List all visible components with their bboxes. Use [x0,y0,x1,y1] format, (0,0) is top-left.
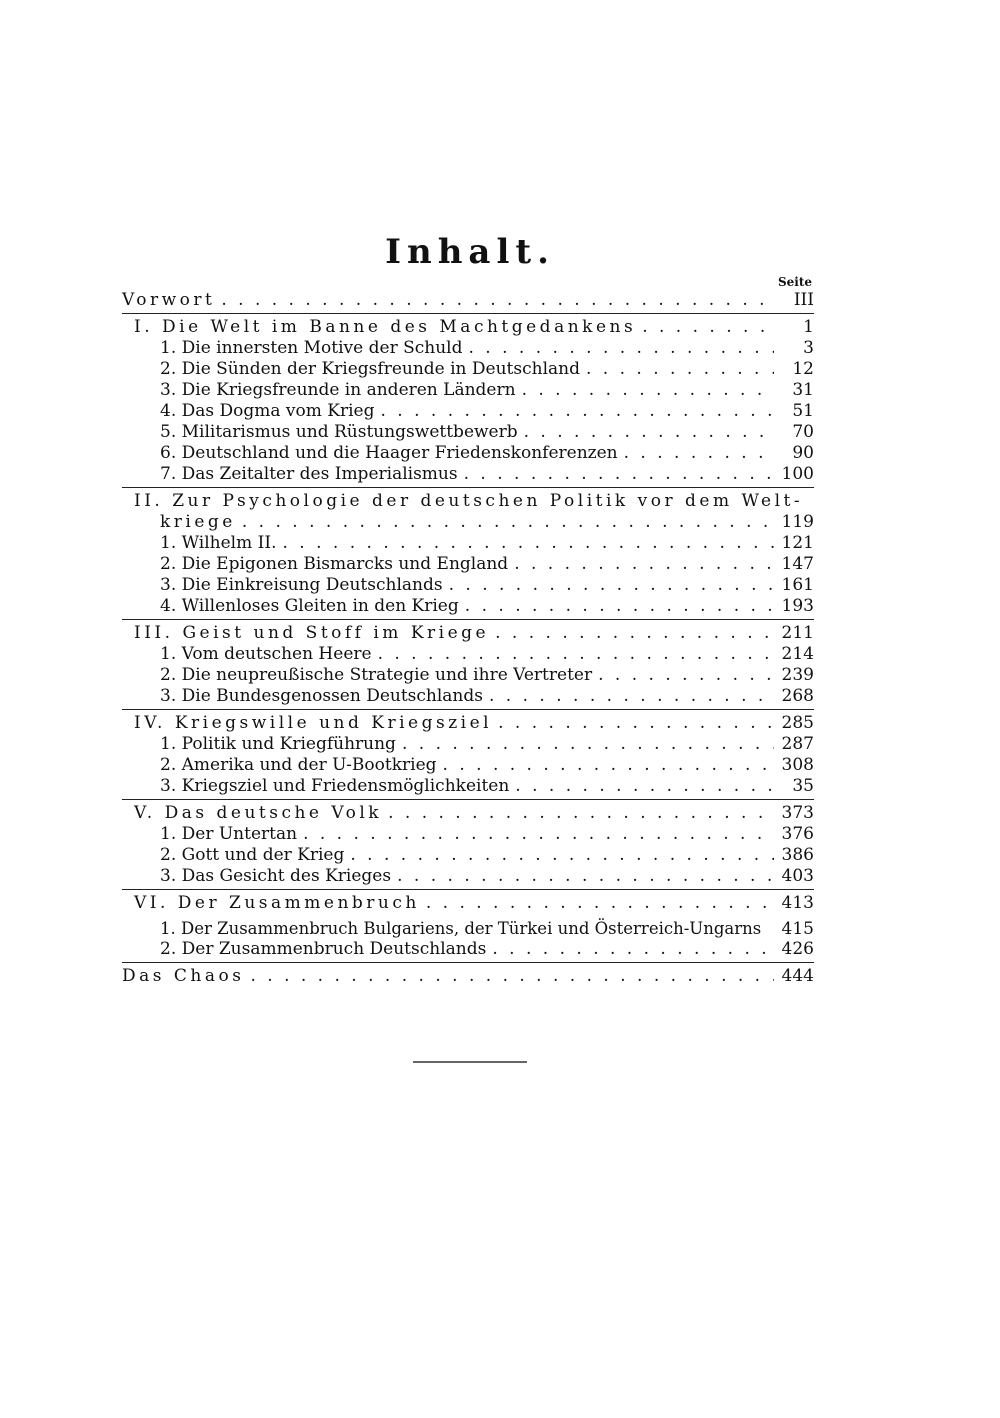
leader-dots [492,939,774,960]
toc-entry-title: 2. Gott und der Krieg [160,845,345,865]
toc-entry-title: 2. Amerika und der U-Bootkrieg [160,755,437,775]
leader-dots [515,776,774,797]
leader-dots [598,665,774,686]
page-title: Inhalt. [385,232,555,272]
toc-entry[interactable] [122,359,814,380]
toc-entry-title: Das Chaos [122,966,245,986]
leader-dots [624,443,774,464]
toc-entry-page-number: 413 [781,893,814,913]
toc-entry[interactable] [122,575,814,596]
toc-entry-title: 3. Die Einkreisung Deutschlands [160,575,443,595]
toc-entry[interactable] [122,317,814,338]
toc-entry-title: IV. Kriegswille und Kriegsziel [134,713,493,733]
toc-entry-title: 3. Die Bundesgenossen Deutschlands [160,686,483,706]
leader-dots [642,317,774,338]
toc-entry[interactable] [122,803,814,824]
toc-entry[interactable] [122,713,814,734]
toc-entry-page-number: 100 [781,464,814,484]
section-separator [122,487,814,488]
toc-entry-page-number: 214 [781,644,814,664]
leader-dots [524,422,774,443]
toc-entry[interactable] [122,290,814,311]
toc-entry-page-number: 444 [781,966,814,986]
toc-entry[interactable] [122,734,814,755]
toc-entry[interactable] [122,464,814,485]
toc-entry-title: 5. Militarismus und Rüstungswettbewerb [160,422,518,442]
toc-entry-title: kriege [160,512,236,532]
leader-dots [303,824,774,845]
toc-entry-page-number: 12 [792,359,814,379]
leader-dots [465,596,774,617]
toc-entry-page-number: 70 [792,422,814,442]
toc-entry-title: 2. Die Epigonen Bismarcks und England [160,554,509,574]
leader-dots [489,686,774,707]
toc-entry-title: 4. Willenloses Gleiten in den Krieg [160,596,459,616]
toc-entry-title: 2. Die Sünden der Kriegsfreunde in Deutschland [160,359,580,379]
toc-entry-page-number: 308 [781,755,814,775]
toc-entry-title: II. Zur Psychologie der deutschen Politik vor dem Welt- [134,491,804,511]
leader-dots [350,845,774,866]
toc-entry-page-number: 285 [781,713,814,733]
leader-dots [495,623,774,644]
toc-entry-title: 1. Die innersten Motive der Schuld [160,338,463,358]
toc-entry-title: 1. Politik und Kriegführung [160,734,396,754]
leader-dots [522,380,774,401]
toc-entry-title: 1. Vom deutschen Heere [160,644,372,664]
toc-entry-title: 4. Das Dogma vom Krieg [160,401,375,421]
toc-entry-page-number: 403 [781,866,814,886]
toc-entry-page-number: 373 [781,803,814,823]
toc-entry[interactable] [122,755,814,776]
toc-entry-page-number: 426 [781,939,814,959]
table-of-contents [122,290,814,987]
leader-dots [242,512,774,533]
toc-entry-title: Vorwort [122,290,216,310]
leader-dots [381,401,775,422]
toc-entry[interactable] [122,686,814,707]
leader-dots [443,755,774,776]
section-separator [122,313,814,314]
toc-entry-title: 6. Deutschland und die Haager Friedenskonferenzen [160,443,618,463]
toc-entry-title: VI. Der Zusammenbruch [134,893,420,913]
toc-entry-title: 3. Kriegsziel und Friedensmöglichkeiten [160,776,510,796]
toc-entry[interactable] [122,824,814,845]
toc-entry-title: 1. Wilhelm II. [160,533,277,553]
toc-entry-page-number: 415 [781,919,814,939]
toc-entry-page-number: 51 [792,401,814,421]
leader-dots [468,338,774,359]
toc-entry-page-number: 211 [781,623,814,643]
toc-entry-page-number: 90 [792,443,814,463]
leader-dots [464,464,774,485]
leader-dots [498,713,774,734]
toc-entry[interactable] [122,866,814,887]
section-separator [122,799,814,800]
toc-entry-page-number: 121 [781,533,814,553]
toc-entry-page-number: 376 [781,824,814,844]
leader-dots [397,866,774,887]
section-separator [122,962,814,963]
leader-dots [426,893,774,914]
toc-entry-page-number: 268 [781,686,814,706]
toc-entry-page-number: 35 [792,776,814,796]
toc-entry-title: 1. Der Zusammenbruch Bulgariens, der Türkei und Österreich-Ungarns [160,919,762,938]
toc-entry[interactable] [122,893,814,914]
toc-entry-title: 1. Der Untertan [160,824,298,844]
toc-entry-title: 7. Das Zeitalter des Imperialismus [160,464,458,484]
toc-entry-page-number: 119 [781,512,814,532]
toc-entry-page-number: 161 [781,575,814,595]
toc-entry-page-number: 147 [781,554,814,574]
toc-entry[interactable] [122,776,814,797]
toc-entry[interactable] [122,918,814,939]
toc-entry[interactable] [122,554,814,575]
toc-entry-title: 2. Die neupreußische Strategie und ihre Vertreter [160,665,593,685]
toc-entry-page-number: 1 [803,317,814,337]
toc-entry[interactable] [122,623,814,644]
toc-entry-page-number: 31 [792,380,814,400]
toc-entry-page-number: 239 [781,665,814,685]
leader-dots [586,359,774,380]
leader-dots [514,554,774,575]
toc-entry-page-number: 193 [781,596,814,616]
leader-dots [402,734,774,755]
toc-entry-page-number: 386 [781,845,814,865]
toc-entry[interactable] [122,401,814,422]
leader-dots [221,290,774,311]
toc-entry[interactable] [122,422,814,443]
leader-dots [388,803,774,824]
section-separator [122,709,814,710]
toc-entry-title: 2. Der Zusammenbruch Deutschlands [160,939,487,959]
leader-dots [250,966,774,987]
toc-entry-title: V. Das deutsche Volk [134,803,383,823]
section-separator [122,889,814,890]
toc-entry[interactable] [122,596,814,617]
toc-entry-page-number: 3 [803,338,814,358]
toc-entry[interactable] [122,380,814,401]
toc-entry[interactable] [122,665,814,686]
toc-entry-page-number: III [793,290,814,310]
toc-entry[interactable] [122,966,814,987]
toc-entry[interactable] [122,939,814,960]
toc-entry[interactable] [122,845,814,866]
leader-dots [449,575,774,596]
leader-dots [378,644,774,665]
page-column-header: Seite [777,275,812,289]
toc-entry[interactable] [122,491,814,512]
leader-dots [282,533,774,554]
toc-entry-page-number: 287 [781,734,814,754]
toc-entry-title: 3. Das Gesicht des Krieges [160,866,392,886]
toc-entry[interactable] [122,533,814,554]
toc-entry[interactable] [122,512,814,533]
toc-entry-title: I. Die Welt im Banne des Machtgedankens [134,317,637,337]
toc-entry[interactable] [122,443,814,464]
toc-entry-title: III. Geist und Stoff im Kriege [134,623,490,643]
toc-entry-title: 3. Die Kriegsfreunde in anderen Ländern [160,380,516,400]
section-separator [122,619,814,620]
toc-entry[interactable] [122,338,814,359]
toc-entry[interactable] [122,644,814,665]
closing-rule [413,1061,527,1063]
